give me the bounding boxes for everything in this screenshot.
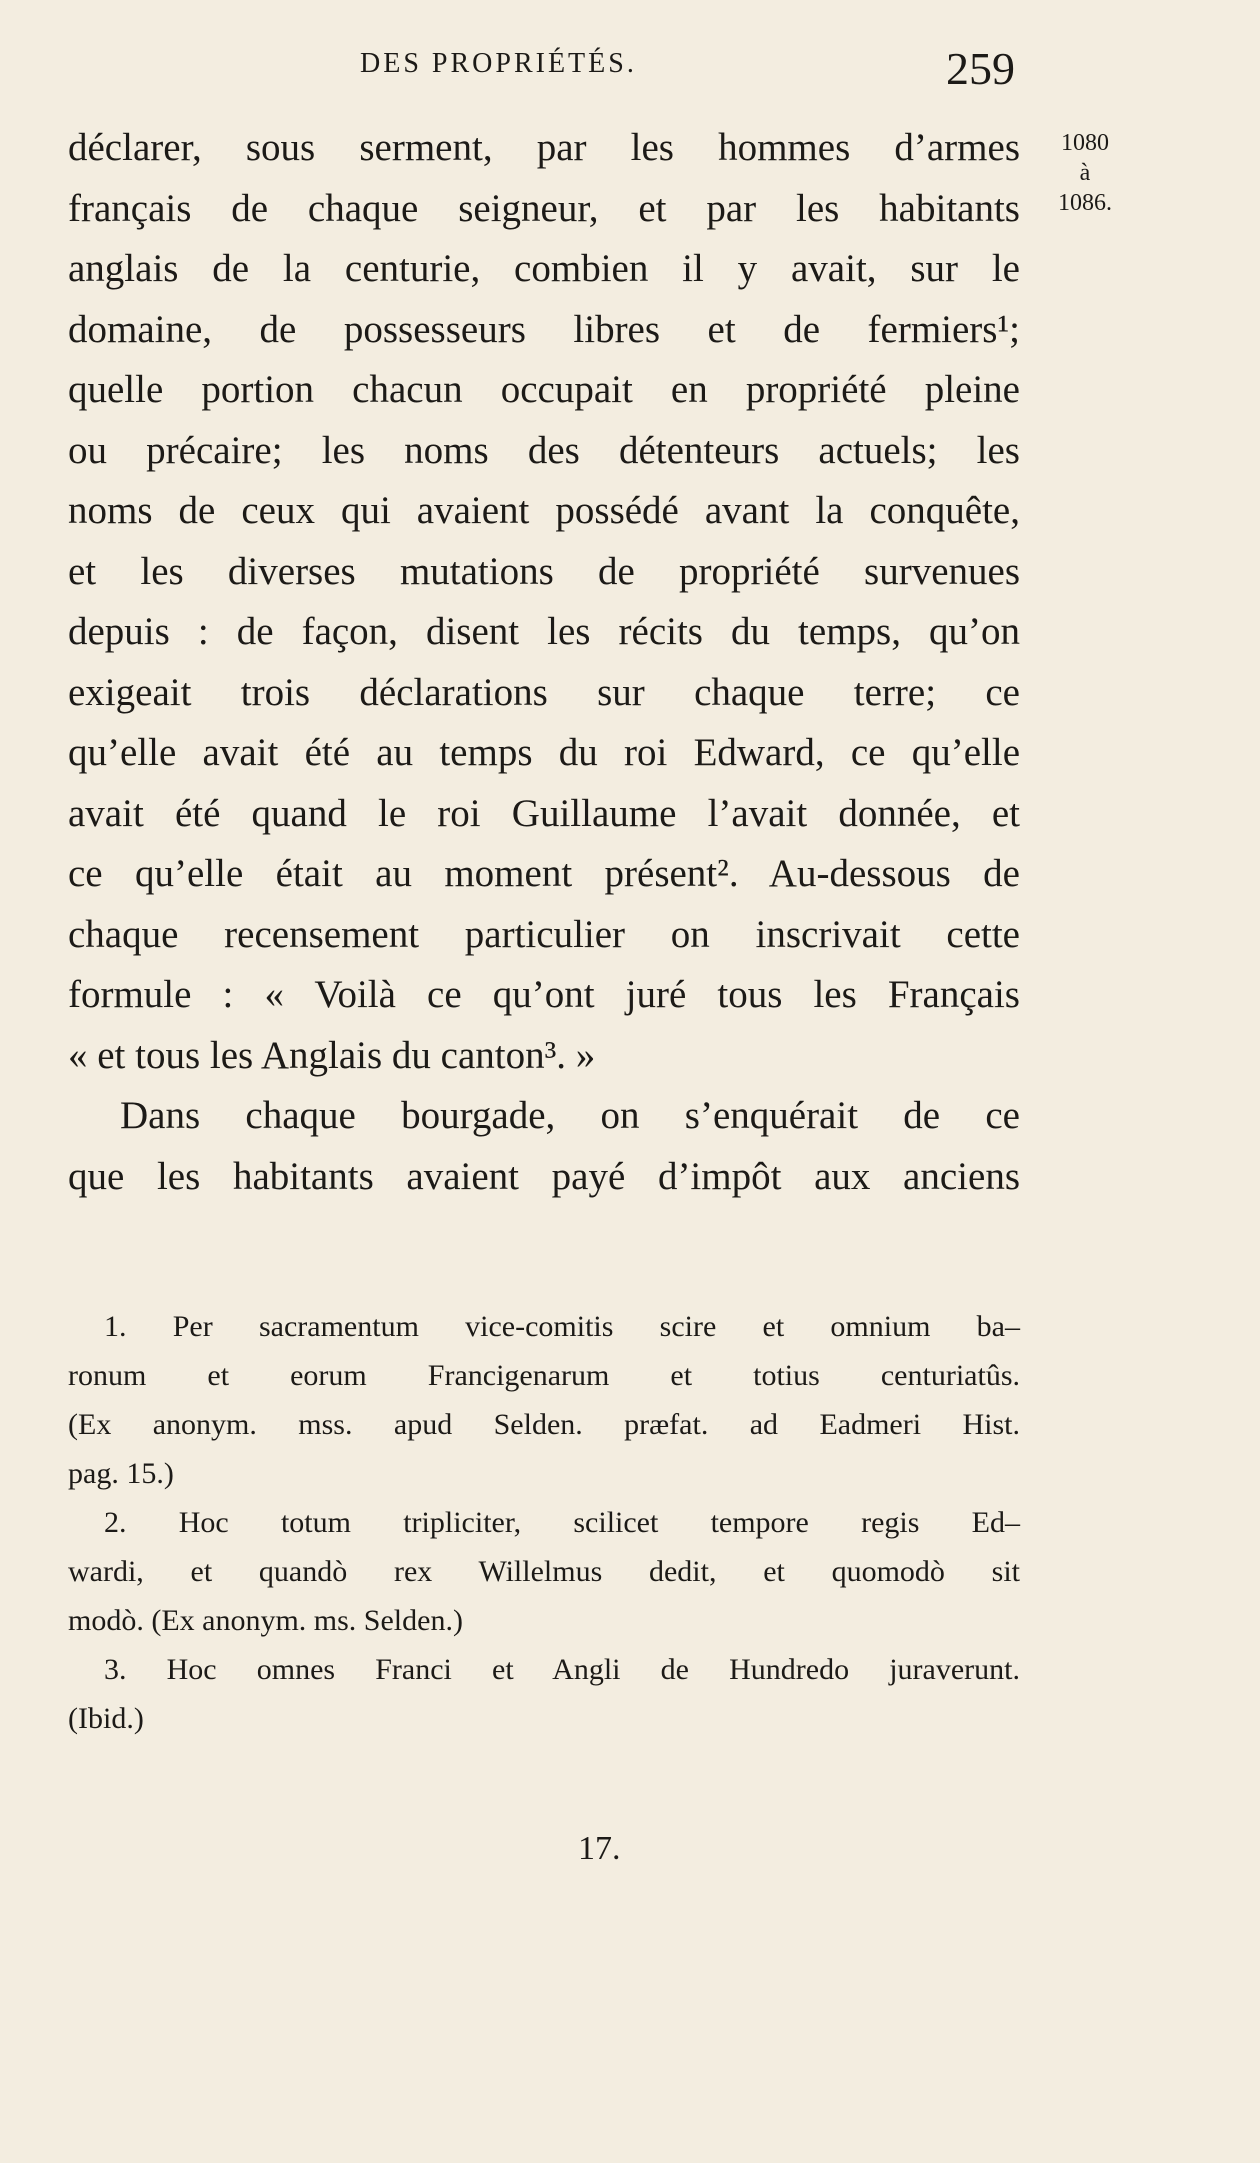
body-line: ou précaire; les noms des détenteurs actuels; les [68, 428, 1020, 472]
body-line: « et tous les Anglais du canton³. » [68, 1033, 596, 1077]
footnote-line: pag. 15.) [68, 1457, 174, 1490]
footnote-line: (Ibid.) [68, 1702, 144, 1735]
footnote-line: 3. Hoc omnes Franci et Angli de Hundredo juraverunt. [104, 1653, 1020, 1686]
body-line: formule : « Voilà ce qu’ont juré tous les Français [68, 973, 1020, 1016]
footnote-line: (Ex anonym. mss. apud Selden. præfat. ad Eadmeri Hist. [68, 1408, 1020, 1441]
body-line: noms de ceux qui avaient possédé avant la conquête, [68, 489, 1020, 532]
body-line: qu’elle avait été au temps du roi Edward, ce qu’elle [68, 731, 1020, 774]
footnote-line: ronum et eorum Francigenarum et totius centuriatûs. [68, 1359, 1020, 1392]
body-line: Dans chaque bourgade, on s’enquérait de ce [120, 1094, 1020, 1137]
body-line: chaque recensement particulier on inscrivait cette [68, 912, 1020, 956]
body-line: déclarer, sous serment, par les hommes d’armes [68, 126, 1020, 169]
body-line: avait été quand le roi Guillaume l’avait donnée, et [68, 791, 1020, 835]
margin-date [1040, 128, 1130, 218]
signature-mark: 17. [578, 1830, 621, 1867]
body-line: français de chaque seigneur, et par les habitants [68, 186, 1020, 230]
page-number: 259 [946, 43, 1015, 94]
body-line: exigeait trois déclarations sur chaque terre; ce [68, 670, 1020, 714]
margin-date-to: 1086. [1058, 190, 1112, 216]
footnote-line: wardi, et quandò rex Willelmus dedit, et quomodò sit [68, 1555, 1020, 1588]
margin-date-connector: à [1079, 160, 1091, 186]
body-text [68, 118, 1020, 1207]
running-head: DES PROPRIÉTÉS. [360, 48, 637, 79]
body-line: et les diverses mutations de propriété survenues [68, 549, 1020, 593]
body-line: que les habitants avaient payé d’impôt aux anciens [68, 1154, 1020, 1198]
body-line: anglais de la centurie, combien il y avait, sur le [68, 247, 1020, 290]
body-line: ce qu’elle était au moment présent². Au-dessous de [68, 852, 1020, 895]
body-line: quelle portion chacun occupait en propriété pleine [68, 368, 1020, 411]
footnotes [68, 1302, 1020, 1743]
body-line: depuis : de façon, disent les récits du temps, qu’on [68, 610, 1020, 653]
body-line: domaine, de possesseurs libres et de fermiers¹; [68, 307, 1020, 351]
footnote-line: modò. (Ex anonym. ms. Selden.) [68, 1604, 463, 1637]
footnote-line: 2. Hoc totum tripliciter, scilicet tempore regis Ed– [104, 1506, 1020, 1539]
footnote-line: 1. Per sacramentum vice-comitis scire et omnium ba– [104, 1310, 1020, 1343]
margin-date-from: 1080 [1061, 130, 1109, 156]
